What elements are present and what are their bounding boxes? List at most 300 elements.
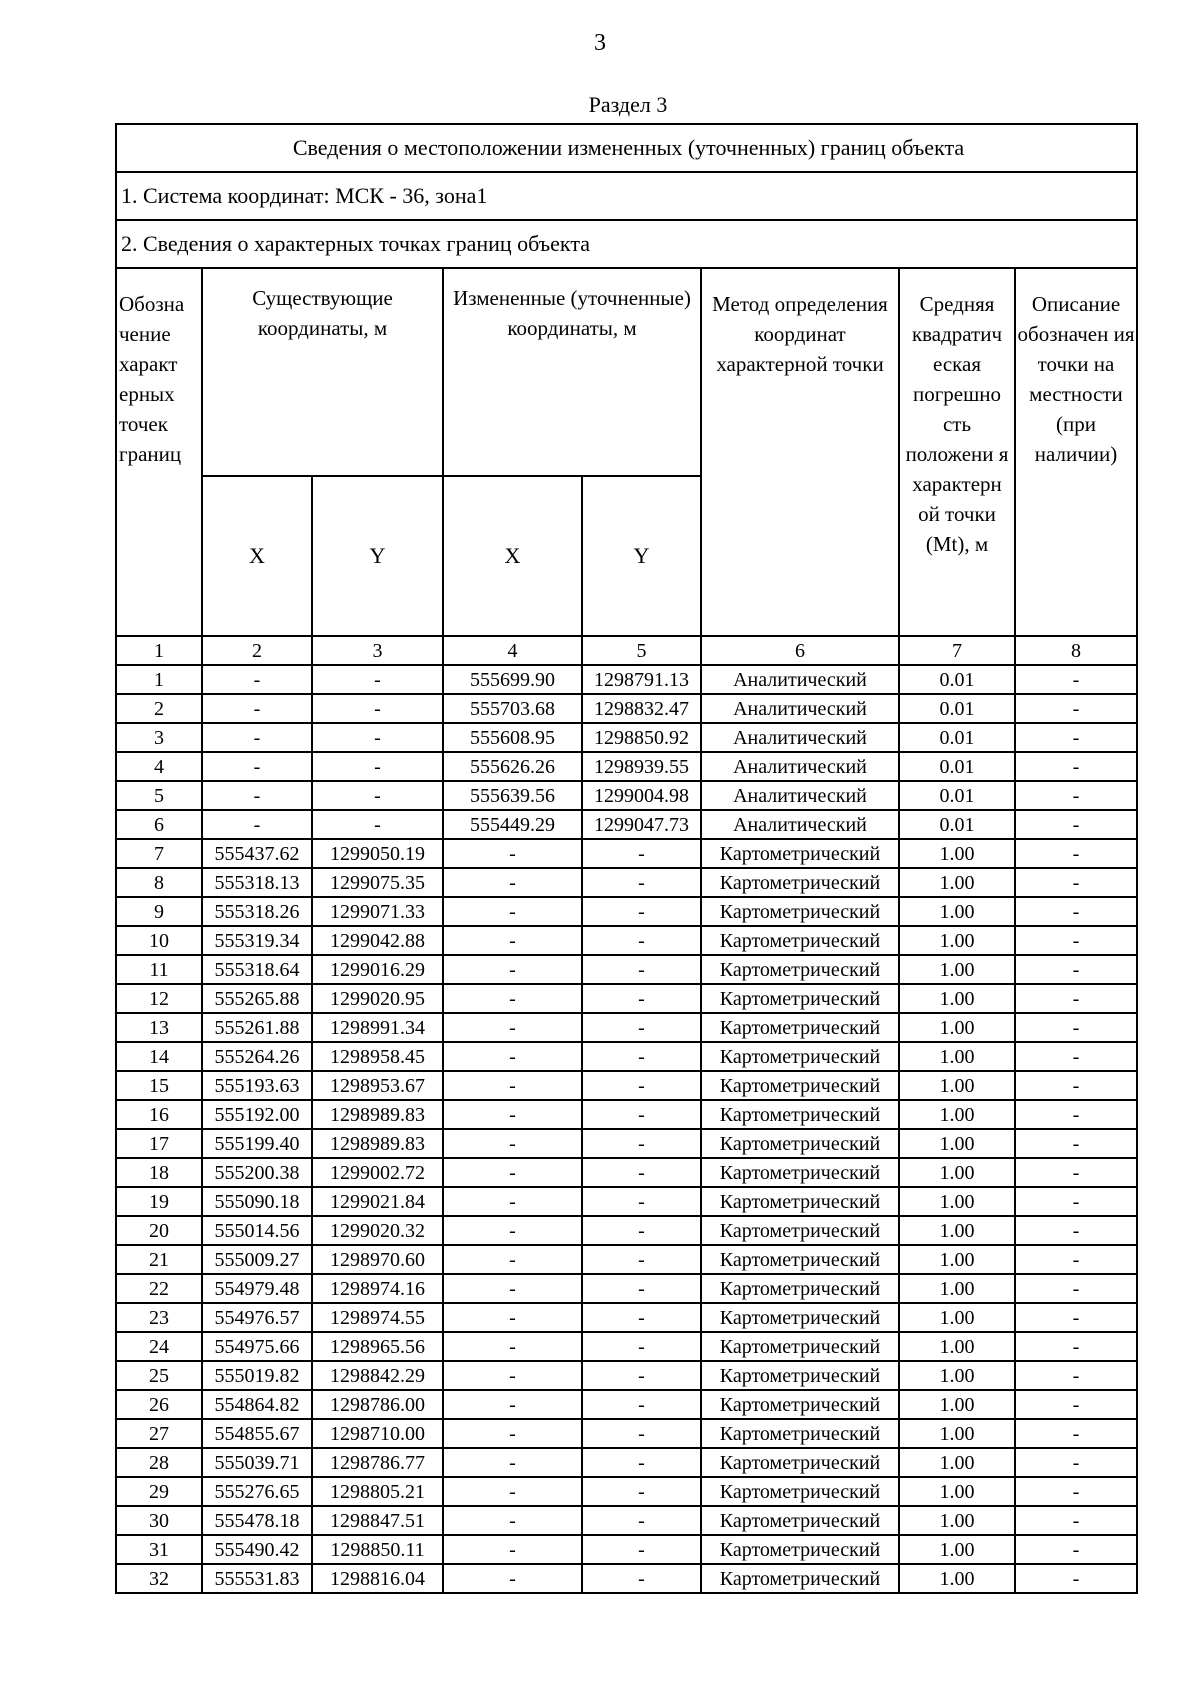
cell-point-number: 2 [116,694,202,723]
cell-error: 1.00 [899,1506,1015,1535]
cell-changed-y: - [582,1042,701,1071]
header-description: Описание обозначен ия точки на местности (при наличии) [1015,268,1137,636]
cell-error: 1.00 [899,1390,1015,1419]
cell-error: 1.00 [899,1419,1015,1448]
cell-point-number: 22 [116,1274,202,1303]
cell-method: Картометрический [701,1042,899,1071]
cell-changed-x: - [443,1477,582,1506]
cell-description: - [1015,1042,1137,1071]
cell-existing-y: 1298842.29 [312,1361,443,1390]
table-row [116,926,1137,955]
cell-changed-x: 555699.90 [443,665,582,694]
coordinates-table [115,123,1138,1594]
cell-changed-y: - [582,1506,701,1535]
cell-changed-y: - [582,955,701,984]
table-row [116,1245,1137,1274]
cell-description: - [1015,1129,1137,1158]
cell-error: 0.01 [899,781,1015,810]
cell-error: 1.00 [899,1158,1015,1187]
table-row [116,1013,1137,1042]
cell-existing-y: - [312,810,443,839]
cell-existing-y: 1299075.35 [312,868,443,897]
cell-existing-x: 555200.38 [202,1158,312,1187]
cell-error: 1.00 [899,1013,1015,1042]
cell-changed-y: - [582,1332,701,1361]
cell-existing-y: - [312,723,443,752]
cell-point-number: 19 [116,1187,202,1216]
table-row [116,1187,1137,1216]
cell-existing-x: - [202,665,312,694]
cell-point-number: 10 [116,926,202,955]
cell-error: 1.00 [899,1564,1015,1593]
cell-changed-x: - [443,926,582,955]
table-row [116,1564,1137,1593]
cell-changed-y: - [582,1013,701,1042]
cell-method: Картометрический [701,1100,899,1129]
table-row [116,868,1137,897]
cell-existing-y: 1299016.29 [312,955,443,984]
cell-method: Картометрический [701,1245,899,1274]
cell-existing-x: 555318.64 [202,955,312,984]
table-row [116,1100,1137,1129]
cell-existing-x: 555009.27 [202,1245,312,1274]
header-changed: Измененные (уточненные) координаты, м [443,268,701,476]
cell-error: 0.01 [899,694,1015,723]
cell-description: - [1015,1216,1137,1245]
table-row [116,955,1137,984]
cell-changed-x: - [443,1303,582,1332]
cell-description: - [1015,897,1137,926]
cell-error: 0.01 [899,810,1015,839]
cell-point-number: 23 [116,1303,202,1332]
cell-method: Картометрический [701,1419,899,1448]
cell-point-number: 25 [116,1361,202,1390]
cell-point-number: 3 [116,723,202,752]
cell-existing-y: - [312,665,443,694]
cell-changed-y: - [582,1274,701,1303]
cell-description: - [1015,665,1137,694]
cell-point-number: 6 [116,810,202,839]
cell-changed-x: 555703.68 [443,694,582,723]
cell-description: - [1015,1071,1137,1100]
cell-error: 0.01 [899,723,1015,752]
cell-changed-x: - [443,1071,582,1100]
cell-existing-y: 1298989.83 [312,1100,443,1129]
cell-error: 1.00 [899,897,1015,926]
page-number: 3 [594,30,606,56]
cell-method: Картометрический [701,1448,899,1477]
cell-point-number: 32 [116,1564,202,1593]
cell-point-number: 27 [116,1419,202,1448]
cell-description: - [1015,694,1137,723]
cell-existing-x: 555014.56 [202,1216,312,1245]
cell-description: - [1015,1100,1137,1129]
table-row [116,1535,1137,1564]
cell-changed-x: 555608.95 [443,723,582,752]
cell-description: - [1015,1245,1137,1274]
cell-description: - [1015,1564,1137,1593]
cell-point-number: 26 [116,1390,202,1419]
cell-existing-x: 554855.67 [202,1419,312,1448]
cell-existing-x: 555276.65 [202,1477,312,1506]
cell-changed-x: - [443,1013,582,1042]
cell-changed-y: - [582,1361,701,1390]
table-subtitle: 2. Сведения о характерных точках границ объекта [116,220,1137,268]
cell-changed-x: - [443,897,582,926]
cell-changed-y: - [582,1303,701,1332]
cell-existing-y: - [312,781,443,810]
cell-existing-x: 555319.34 [202,926,312,955]
cell-changed-y: - [582,1129,701,1158]
cell-method: Картометрический [701,1187,899,1216]
cell-method: Картометрический [701,1332,899,1361]
cell-existing-y: 1298786.77 [312,1448,443,1477]
cell-method: Картометрический [701,1071,899,1100]
cell-method: Аналитический [701,752,899,781]
cell-existing-x: 555019.82 [202,1361,312,1390]
cell-existing-x: 555264.26 [202,1042,312,1071]
cell-error: 1.00 [899,926,1015,955]
cell-method: Картометрический [701,1361,899,1390]
cell-changed-y: - [582,868,701,897]
cell-existing-x: 555265.88 [202,984,312,1013]
cell-existing-y: 1299042.88 [312,926,443,955]
coordinate-system: 1. Система координат: МСК - 36, зона1 [116,172,1137,220]
table-row [116,1506,1137,1535]
cell-point-number: 16 [116,1100,202,1129]
cell-changed-x: - [443,1361,582,1390]
cell-point-number: 4 [116,752,202,781]
column-number: 2 [202,636,312,665]
cell-error: 1.00 [899,868,1015,897]
cell-existing-y: 1298710.00 [312,1419,443,1448]
cell-description: - [1015,752,1137,781]
table-row [116,1158,1137,1187]
header-existing-y: Y [312,476,443,636]
cell-changed-x: - [443,839,582,868]
cell-changed-x: 555449.29 [443,810,582,839]
table-row [116,1477,1137,1506]
cell-existing-y: 1298953.67 [312,1071,443,1100]
cell-existing-x: 555192.00 [202,1100,312,1129]
section-title: Раздел 3 [588,92,668,117]
cell-point-number: 9 [116,897,202,926]
cell-existing-x: - [202,810,312,839]
header-changed-y: Y [582,476,701,636]
cell-existing-x: 555531.83 [202,1564,312,1593]
cell-existing-y: 1299071.33 [312,897,443,926]
cell-existing-y: 1299020.95 [312,984,443,1013]
cell-changed-y: - [582,897,701,926]
cell-changed-x: - [443,1100,582,1129]
cell-changed-x: 555626.26 [443,752,582,781]
cell-error: 1.00 [899,1303,1015,1332]
cell-existing-x: 555478.18 [202,1506,312,1535]
cell-description: - [1015,1332,1137,1361]
cell-method: Картометрический [701,1477,899,1506]
cell-point-number: 30 [116,1506,202,1535]
cell-method: Аналитический [701,723,899,752]
cell-changed-y: 1298791.13 [582,665,701,694]
cell-point-number: 21 [116,1245,202,1274]
cell-existing-y: 1298847.51 [312,1506,443,1535]
cell-existing-x: 555318.26 [202,897,312,926]
cell-existing-y: 1298974.55 [312,1303,443,1332]
table-body [116,665,1137,1593]
header-existing-x: X [202,476,312,636]
cell-existing-x: 555437.62 [202,839,312,868]
cell-changed-y: - [582,1187,701,1216]
cell-changed-x: - [443,1506,582,1535]
table-row [116,694,1137,723]
cell-existing-x: 555318.13 [202,868,312,897]
table-row [116,1390,1137,1419]
cell-changed-y: - [582,1216,701,1245]
cell-description: - [1015,984,1137,1013]
cell-changed-y: - [582,1245,701,1274]
cell-method: Аналитический [701,665,899,694]
cell-existing-x: 555199.40 [202,1129,312,1158]
cell-changed-x: - [443,1187,582,1216]
cell-existing-y: 1298974.16 [312,1274,443,1303]
cell-description: - [1015,1448,1137,1477]
cell-description: - [1015,839,1137,868]
cell-changed-y: - [582,984,701,1013]
cell-changed-y: - [582,1390,701,1419]
cell-changed-y: 1299047.73 [582,810,701,839]
cell-error: 1.00 [899,984,1015,1013]
cell-changed-y: - [582,1535,701,1564]
cell-changed-y: - [582,1564,701,1593]
column-number: 1 [116,636,202,665]
cell-error: 1.00 [899,1274,1015,1303]
cell-existing-y: 1298786.00 [312,1390,443,1419]
cell-description: - [1015,1477,1137,1506]
cell-existing-y: 1298989.83 [312,1129,443,1158]
header-method: Метод определения координат характерной точки [701,268,899,636]
cell-method: Картометрический [701,955,899,984]
cell-changed-y: - [582,1071,701,1100]
cell-existing-x: 555090.18 [202,1187,312,1216]
cell-method: Картометрический [701,1129,899,1158]
column-number: 4 [443,636,582,665]
cell-description: - [1015,1419,1137,1448]
header-error: Средняя квадратич еская погрешно сть положени я характерн ой точки (Mt), м [899,268,1015,636]
cell-error: 1.00 [899,1535,1015,1564]
cell-changed-x: - [443,1245,582,1274]
cell-changed-y: 1298832.47 [582,694,701,723]
cell-existing-y: 1298816.04 [312,1564,443,1593]
cell-existing-y: 1299050.19 [312,839,443,868]
table-row [116,723,1137,752]
table-row [116,1042,1137,1071]
cell-changed-y: - [582,1100,701,1129]
cell-method: Картометрический [701,1303,899,1332]
cell-error: 1.00 [899,1071,1015,1100]
table-row [116,781,1137,810]
cell-method: Картометрический [701,1506,899,1535]
cell-changed-y: - [582,1477,701,1506]
cell-existing-y: 1298805.21 [312,1477,443,1506]
cell-description: - [1015,1013,1137,1042]
cell-point-number: 8 [116,868,202,897]
cell-point-number: 5 [116,781,202,810]
cell-description: - [1015,926,1137,955]
table-row [116,984,1137,1013]
cell-error: 1.00 [899,1042,1015,1071]
column-number: 6 [701,636,899,665]
table-row [116,1419,1137,1448]
cell-description: - [1015,723,1137,752]
cell-existing-y: 1298970.60 [312,1245,443,1274]
cell-method: Картометрический [701,1274,899,1303]
cell-changed-x: - [443,1332,582,1361]
cell-description: - [1015,781,1137,810]
cell-changed-x: - [443,1216,582,1245]
cell-changed-y: - [582,1448,701,1477]
cell-changed-x: - [443,1564,582,1593]
cell-changed-x: - [443,1158,582,1187]
cell-point-number: 18 [116,1158,202,1187]
cell-changed-x: - [443,1274,582,1303]
cell-existing-x: 554864.82 [202,1390,312,1419]
header-changed-x: X [443,476,582,636]
cell-description: - [1015,1158,1137,1187]
cell-error: 1.00 [899,1448,1015,1477]
cell-description: - [1015,1535,1137,1564]
cell-changed-x: - [443,1390,582,1419]
cell-changed-y: - [582,1158,701,1187]
cell-point-number: 13 [116,1013,202,1042]
cell-method: Картометрический [701,1390,899,1419]
cell-point-number: 20 [116,1216,202,1245]
cell-description: - [1015,1361,1137,1390]
column-numbers-row [116,636,1137,665]
cell-existing-x: 555039.71 [202,1448,312,1477]
cell-existing-x: - [202,694,312,723]
cell-error: 1.00 [899,955,1015,984]
column-number: 7 [899,636,1015,665]
table-row [116,1071,1137,1100]
cell-existing-x: 555261.88 [202,1013,312,1042]
cell-description: - [1015,1187,1137,1216]
cell-changed-x: - [443,1535,582,1564]
cell-changed-y: 1299004.98 [582,781,701,810]
table-row [116,810,1137,839]
header-point: Обозна чение характ ерных точек границ [116,268,202,636]
cell-existing-y: - [312,694,443,723]
table-row [116,1129,1137,1158]
cell-method: Картометрический [701,1158,899,1187]
cell-error: 1.00 [899,839,1015,868]
cell-method: Картометрический [701,1535,899,1564]
cell-changed-x: - [443,868,582,897]
table-row [116,665,1137,694]
cell-existing-x: 555193.63 [202,1071,312,1100]
cell-error: 1.00 [899,1216,1015,1245]
cell-error: 1.00 [899,1332,1015,1361]
table-title: Сведения о местоположении измененных (уточненных) границ объекта [116,124,1137,172]
cell-changed-x: - [443,955,582,984]
cell-changed-y: - [582,1419,701,1448]
cell-method: Картометрический [701,984,899,1013]
cell-description: - [1015,1390,1137,1419]
cell-method: Картометрический [701,926,899,955]
cell-changed-y: - [582,839,701,868]
cell-changed-y: 1298850.92 [582,723,701,752]
table-row [116,1274,1137,1303]
header-existing: Существующие координаты, м [202,268,443,476]
cell-description: - [1015,1506,1137,1535]
cell-description: - [1015,868,1137,897]
cell-point-number: 1 [116,665,202,694]
cell-existing-x: - [202,723,312,752]
cell-existing-y: 1299021.84 [312,1187,443,1216]
cell-point-number: 31 [116,1535,202,1564]
cell-error: 1.00 [899,1245,1015,1274]
cell-method: Картометрический [701,1216,899,1245]
column-number: 3 [312,636,443,665]
cell-method: Картометрический [701,1564,899,1593]
cell-changed-y: 1298939.55 [582,752,701,781]
cell-existing-y: 1298958.45 [312,1042,443,1071]
cell-point-number: 15 [116,1071,202,1100]
cell-point-number: 29 [116,1477,202,1506]
cell-description: - [1015,955,1137,984]
cell-point-number: 24 [116,1332,202,1361]
cell-changed-x: 555639.56 [443,781,582,810]
cell-existing-x: - [202,781,312,810]
cell-error: 1.00 [899,1129,1015,1158]
cell-error: 1.00 [899,1477,1015,1506]
cell-existing-y: 1298965.56 [312,1332,443,1361]
cell-existing-x: 555490.42 [202,1535,312,1564]
table-row [116,1361,1137,1390]
cell-existing-y: 1299020.32 [312,1216,443,1245]
cell-point-number: 7 [116,839,202,868]
cell-method: Картометрический [701,1013,899,1042]
cell-method: Аналитический [701,781,899,810]
cell-method: Аналитический [701,694,899,723]
cell-existing-x: 554975.66 [202,1332,312,1361]
table-row [116,897,1137,926]
cell-point-number: 28 [116,1448,202,1477]
cell-error: 1.00 [899,1187,1015,1216]
table-row [116,1332,1137,1361]
cell-changed-x: - [443,984,582,1013]
cell-point-number: 11 [116,955,202,984]
column-number: 8 [1015,636,1137,665]
table-row [116,839,1137,868]
cell-description: - [1015,810,1137,839]
cell-changed-x: - [443,1129,582,1158]
cell-description: - [1015,1303,1137,1332]
cell-changed-y: - [582,926,701,955]
table-row [116,1303,1137,1332]
cell-error: 0.01 [899,752,1015,781]
cell-method: Картометрический [701,839,899,868]
cell-error: 1.00 [899,1100,1015,1129]
cell-description: - [1015,1274,1137,1303]
cell-method: Аналитический [701,810,899,839]
table-row [116,1216,1137,1245]
cell-changed-x: - [443,1042,582,1071]
cell-existing-y: - [312,752,443,781]
cell-error: 0.01 [899,665,1015,694]
cell-existing-x: - [202,752,312,781]
cell-existing-x: 554976.57 [202,1303,312,1332]
cell-point-number: 12 [116,984,202,1013]
